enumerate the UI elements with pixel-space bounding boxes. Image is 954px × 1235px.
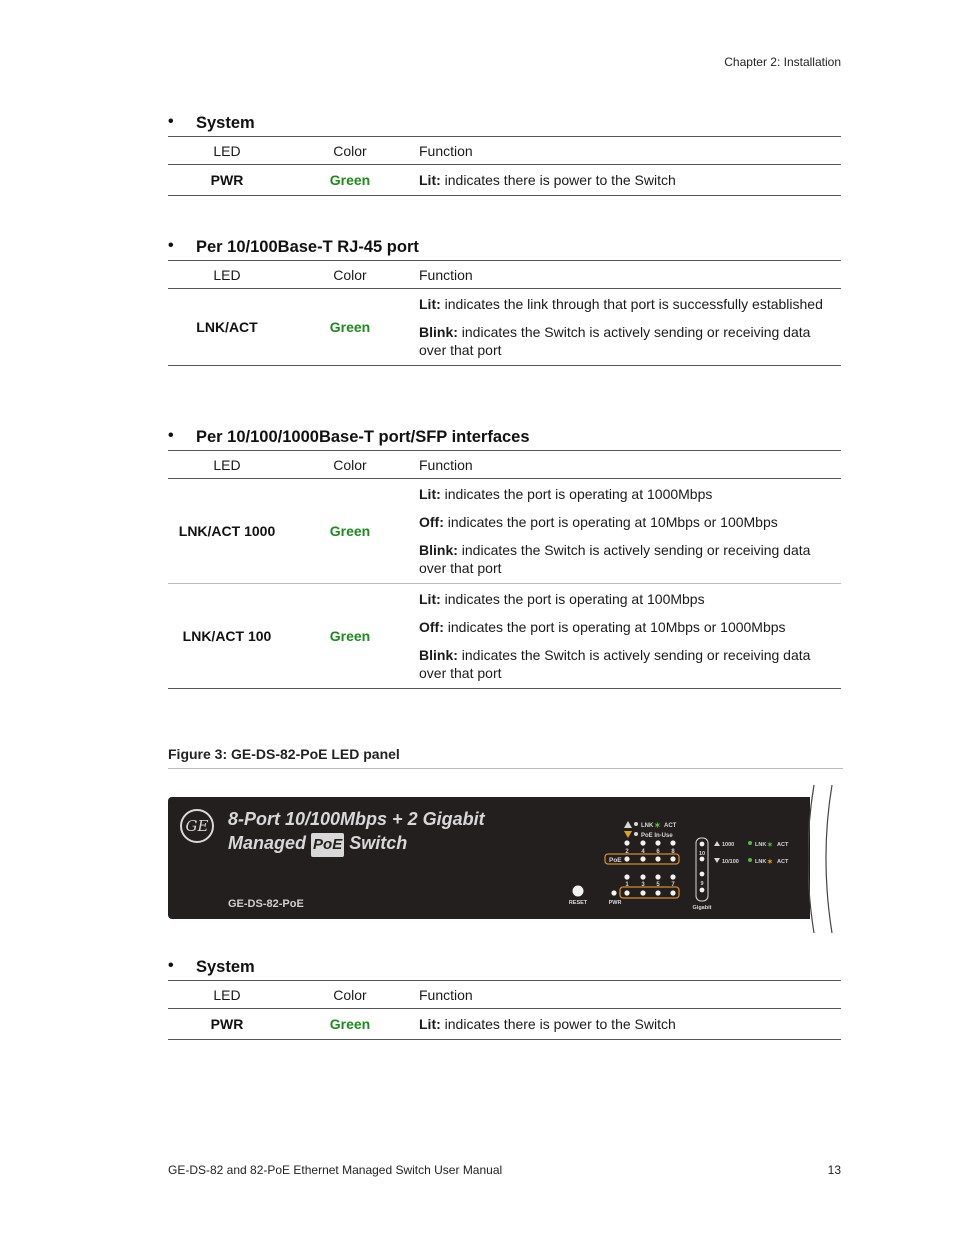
poe-led (670, 890, 675, 895)
legend-lnk-dot (748, 858, 752, 862)
led-name: LNK/ACT 1000 (168, 479, 286, 584)
table-row (168, 479, 841, 584)
table-row (168, 1009, 841, 1040)
poe-led (655, 890, 660, 895)
section-gigabit-sfp (168, 428, 841, 689)
port-number: 4 (641, 849, 645, 855)
legend-act-star-icon: ✶ (767, 859, 773, 866)
led-color: Green (286, 584, 414, 689)
section-rj45-port (168, 238, 841, 366)
col-header-function: Function (414, 981, 841, 1009)
poe-label: PoE (609, 857, 622, 864)
col-header-color: Color (286, 981, 414, 1009)
gig-port-number: 10 (698, 851, 706, 857)
section-title: • System (168, 113, 255, 132)
port-number: 1 (625, 882, 629, 888)
led-color: Green (286, 479, 414, 584)
col-header-function: Function (414, 261, 841, 289)
legend-lnk: LNK (755, 842, 767, 848)
col-header-color: Color (286, 451, 414, 479)
port-led (640, 874, 645, 879)
poe-led (640, 856, 645, 861)
panel-product-title: 8-Port 10/100Mbps + 2 Gigabit Managed PoE Switch (228, 807, 485, 857)
section-title: • Per 10/100/1000Base-T port/SFP interfaces (168, 427, 530, 446)
legend-lnk-dot (748, 841, 752, 845)
legend-act: ACT (777, 859, 789, 865)
triangle-down-icon (624, 831, 632, 838)
port-number: 8 (671, 849, 675, 855)
legend-act: ACT (664, 823, 677, 829)
legend-act-star-icon: ✶ (654, 821, 661, 830)
col-header-color: Color (286, 261, 414, 289)
port-led (670, 874, 675, 879)
section-title: • Per 10/100Base-T RJ-45 port (168, 237, 419, 256)
col-header-function: Function (414, 451, 841, 479)
led-function: Lit: indicates the link through that port is successfully established Blink: indicates the Switch is actively sending or receiving data over that port (414, 289, 841, 366)
led-function: Lit: indicates the port is operating at 1000Mbps Off: indicates the port is operating at 10Mbps or 100Mbps Blink: indicates the Switch is actively sending or receiving data over that port (414, 479, 841, 584)
triangle-down-icon (714, 858, 720, 863)
port-led (655, 840, 660, 845)
port-number: 7 (671, 882, 675, 888)
col-header-led: LED (168, 981, 286, 1009)
legend-lnk: LNK (641, 823, 654, 829)
led-color: Green (286, 165, 414, 196)
led-table (168, 980, 841, 1040)
col-header-led: LED (168, 451, 286, 479)
legend-poe-inuse: PoE In-Use (641, 833, 673, 839)
port-number: 6 (656, 849, 660, 855)
panel-leds (168, 797, 810, 919)
gigabit-led (700, 888, 705, 893)
led-name: LNK/ACT 100 (168, 584, 286, 689)
page-footer-manual: GE-DS-82 and 82-PoE Ethernet Managed Switch User Manual (168, 1163, 503, 1177)
pwr-led (611, 890, 616, 895)
col-header-led: LED (168, 137, 286, 165)
port-led (624, 874, 629, 879)
port-led (670, 840, 675, 845)
section-system-1 (168, 114, 841, 196)
table-row (168, 584, 841, 689)
bullet-icon: • (168, 427, 174, 444)
legend-lnk-dot (634, 822, 638, 826)
led-table (168, 450, 841, 689)
port-led (624, 840, 629, 845)
port-number: 2 (625, 849, 629, 855)
legend-act-star-icon: ✶ (767, 842, 773, 849)
reset-button-icon (573, 886, 584, 897)
gig-port-number: 9 (700, 881, 704, 887)
poe-led (624, 856, 629, 861)
led-name: LNK/ACT (168, 289, 286, 366)
led-name: PWR (168, 165, 286, 196)
pwr-label: PWR (608, 900, 622, 906)
section-system-2 (168, 958, 841, 1040)
legend-poe-dot (634, 832, 638, 836)
page-number: 13 (827, 1163, 841, 1177)
port-number: 5 (656, 882, 660, 888)
bullet-icon: • (168, 957, 174, 974)
led-name: PWR (168, 1009, 286, 1040)
panel-edge-curve (808, 783, 848, 935)
led-table (168, 260, 841, 366)
port-number: 3 (641, 882, 645, 888)
speed-10100: 10/100 (722, 859, 739, 865)
ge-logo-icon: GE (180, 809, 214, 843)
panel-model-label: GE-DS-82-PoE (228, 898, 304, 910)
bullet-icon: • (168, 237, 174, 254)
col-header-led: LED (168, 261, 286, 289)
reset-label: RESET (568, 900, 588, 906)
led-color: Green (286, 289, 414, 366)
poe-led (640, 890, 645, 895)
port-led (655, 874, 660, 879)
poe-badge: PoE (311, 833, 344, 857)
col-header-color: Color (286, 137, 414, 165)
figure-caption: Figure 3: GE-DS-82-PoE LED panel (168, 746, 843, 769)
gigabit-led (700, 872, 705, 877)
table-row (168, 289, 841, 366)
page-header-chapter: Chapter 2: Installation (724, 55, 841, 69)
gigabit-label: Gigabit (692, 905, 712, 911)
gigabit-led (700, 842, 705, 847)
led-function: Lit: indicates the port is operating at 100Mbps Off: indicates the port is operating at 10Mbps or 1000Mbps Blink: indicates the Switch is actively sending or receiving data over that port (414, 584, 841, 689)
legend-lnk: LNK (755, 859, 767, 865)
led-function: Lit: indicates there is power to the Switch (414, 1009, 841, 1040)
port-led (640, 840, 645, 845)
poe-led (670, 856, 675, 861)
bullet-icon: • (168, 113, 174, 130)
legend-act: ACT (777, 842, 789, 848)
led-color: Green (286, 1009, 414, 1040)
triangle-up-icon (624, 821, 632, 828)
gigabit-led (700, 857, 705, 862)
led-table (168, 136, 841, 196)
section-title: • System (168, 957, 255, 976)
col-header-function: Function (414, 137, 841, 165)
speed-1000: 1000 (722, 842, 735, 848)
led-panel-figure (168, 797, 810, 919)
led-function: Lit: indicates there is power to the Switch (414, 165, 841, 196)
triangle-up-icon (714, 841, 720, 846)
table-row (168, 165, 841, 196)
poe-led (624, 890, 629, 895)
poe-led (655, 856, 660, 861)
